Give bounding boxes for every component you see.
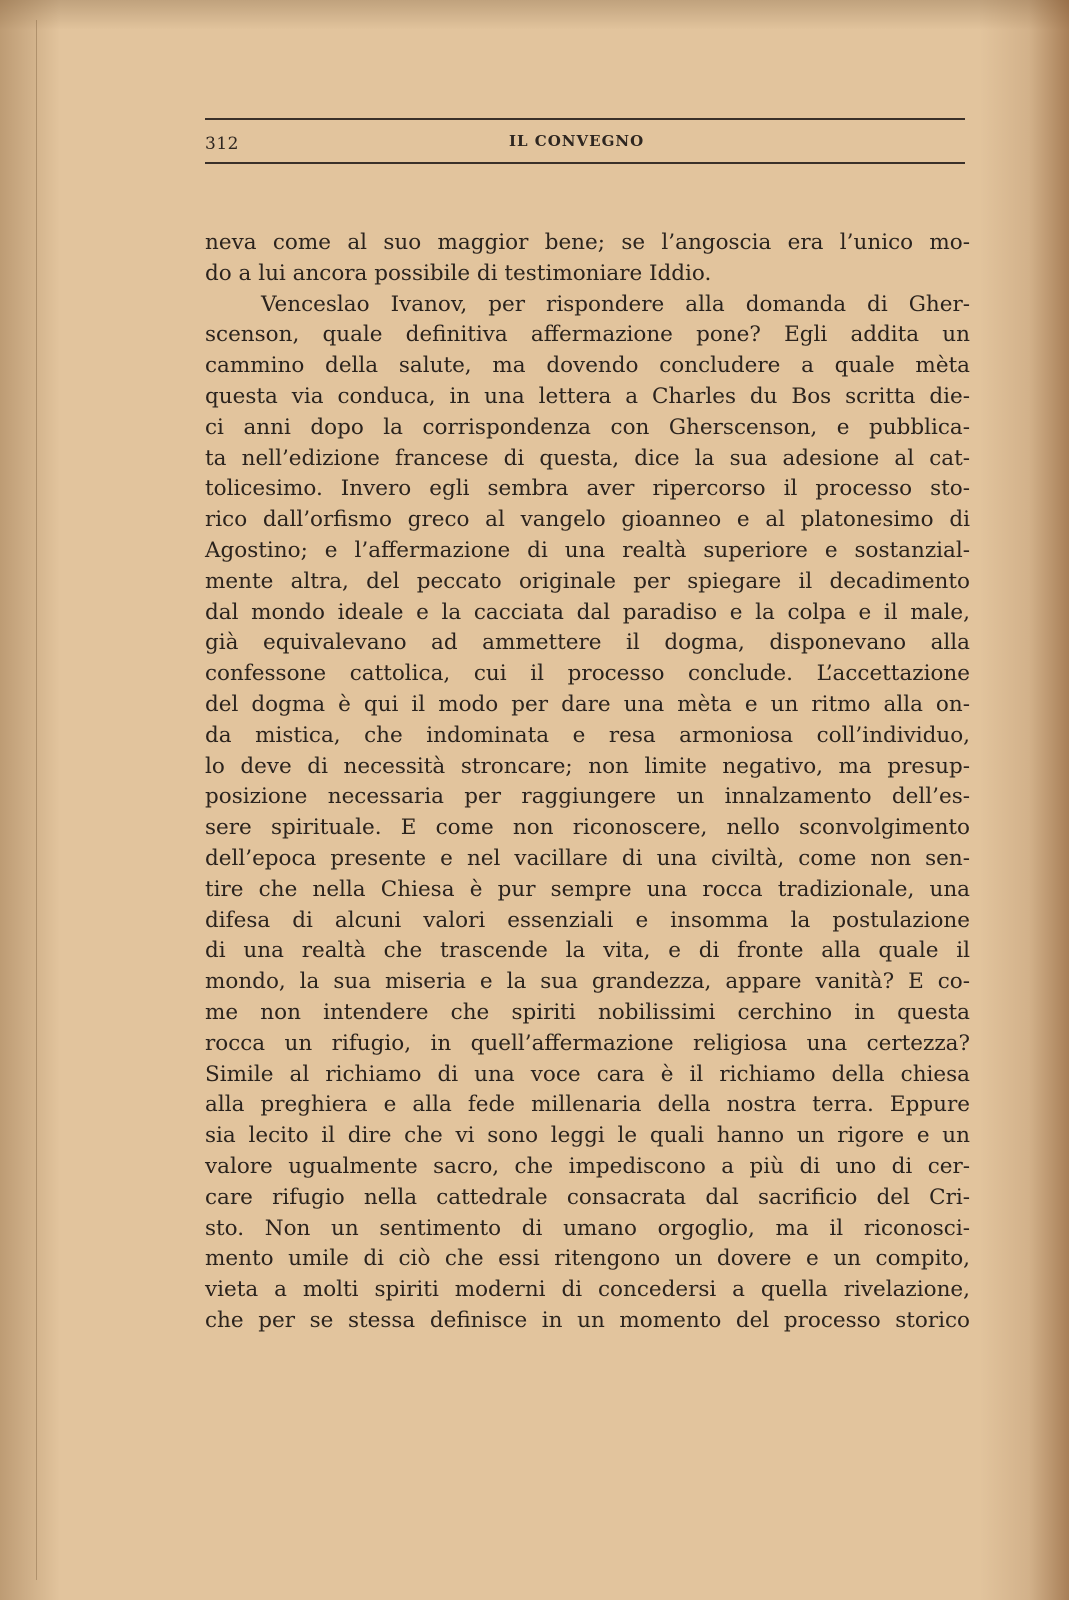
page-header — [205, 128, 965, 168]
header-rule-bottom — [205, 162, 965, 164]
text-line: vieta a molti spiriti moderni di concedersi a quella rivelazione, — [205, 1277, 970, 1303]
text-line: rico dall’orfismo greco al vangelo gioanneo e al platonesimo di — [205, 507, 970, 533]
text-line: ta nell’edizione francese di questa, dice la sua adesione al cat- — [205, 445, 970, 471]
running-head: IL CONVEGNO — [509, 132, 645, 150]
text-line: difesa di alcuni valori essenziali e insomma la postulazione — [205, 907, 970, 933]
text-line: do a lui ancora possibile di testimoniare Iddio. — [205, 260, 712, 286]
text-line: care rifugio nella cattedrale consacrata dal sacrificio del Cri- — [205, 1184, 970, 1210]
text-line: mondo, la sua miseria e la sua grandezza, appare vanità? E co- — [205, 969, 970, 995]
text-line: lo deve di necessità stroncare; non limite negativo, ma presup- — [205, 753, 970, 779]
text-line: sto. Non un sentimento di umano orgoglio, ma il riconosci- — [205, 1215, 970, 1241]
text-line: sia lecito il dire che vi sono leggi le quali hanno un rigore e un — [205, 1123, 970, 1149]
body-text — [205, 228, 970, 1337]
text-line: del dogma è qui il modo per dare una mèta e un ritmo alla on- — [205, 691, 970, 717]
text-line: posizione necessaria per raggiungere un innalzamento dell’es- — [205, 784, 970, 810]
text-line: confessone cattolica, cui il processo conclude. L’accettazione — [205, 661, 970, 687]
text-line: sere spirituale. E come non riconoscere, nello sconvolgimento — [205, 815, 970, 841]
text-line: mente altra, del peccato originale per spiegare il decadimento — [205, 568, 970, 594]
text-line: già equivalevano ad ammettere il dogma, disponevano alla — [205, 630, 970, 656]
text-line: tolicesimo. Invero egli sembra aver ripercorso il processo sto- — [205, 476, 970, 502]
text-line: scenson, quale definitiva affermazione pone? Egli addita un — [205, 322, 970, 348]
text-line: questa via conduca, in una lettera a Charles du Bos scritta die- — [205, 383, 970, 409]
page-number: 312 — [205, 134, 239, 154]
header-rule-top — [205, 118, 965, 120]
text-line: Agostino; e l’affermazione di una realtà superiore e sostanzial- — [205, 537, 970, 563]
text-line: di una realtà che trascende la vita, e di fronte alla quale il — [205, 938, 970, 964]
text-line: me non intendere che spiriti nobilissimi cerchino in questa — [205, 999, 970, 1025]
text-line: dal mondo ideale e la cacciata dal paradiso e la colpa e il male, — [205, 599, 970, 625]
text-line: che per se stessa definisce in un momento del processo storico — [205, 1307, 970, 1333]
text-line: da mistica, che indominata e resa armoniosa coll’individuo, — [205, 722, 970, 748]
text-line: Venceslao Ivanov, per rispondere alla domanda di Gher- — [261, 291, 970, 317]
text-line: ci anni dopo la corrispondenza con Gherscenson, e pubblica- — [205, 414, 970, 440]
text-line: rocca un rifugio, in quell’affermazione religiosa una certezza? — [205, 1030, 970, 1056]
text-line: dell’epoca presente e nel vacillare di una civiltà, come non sen- — [205, 845, 970, 871]
page-edge-shadow — [36, 20, 37, 1580]
text-line: mento umile di ciò che essi ritengono un dovere e un compito, — [205, 1246, 970, 1272]
text-line: cammino della salute, ma dovendo concludere a quale mèta — [205, 353, 970, 379]
text-line: neva come al suo maggior bene; se l’angoscia era l’unico mo- — [205, 230, 970, 255]
text-line: valore ugualmente sacro, che impediscono a più di uno di cer- — [205, 1153, 970, 1179]
text-line: Simile al richiamo di una voce cara è il richiamo della chiesa — [205, 1061, 970, 1087]
text-line: tire che nella Chiesa è pur sempre una rocca tradizionale, una — [205, 876, 970, 902]
text-line: alla preghiera e alla fede millenaria della nostra terra. Eppure — [205, 1092, 970, 1118]
